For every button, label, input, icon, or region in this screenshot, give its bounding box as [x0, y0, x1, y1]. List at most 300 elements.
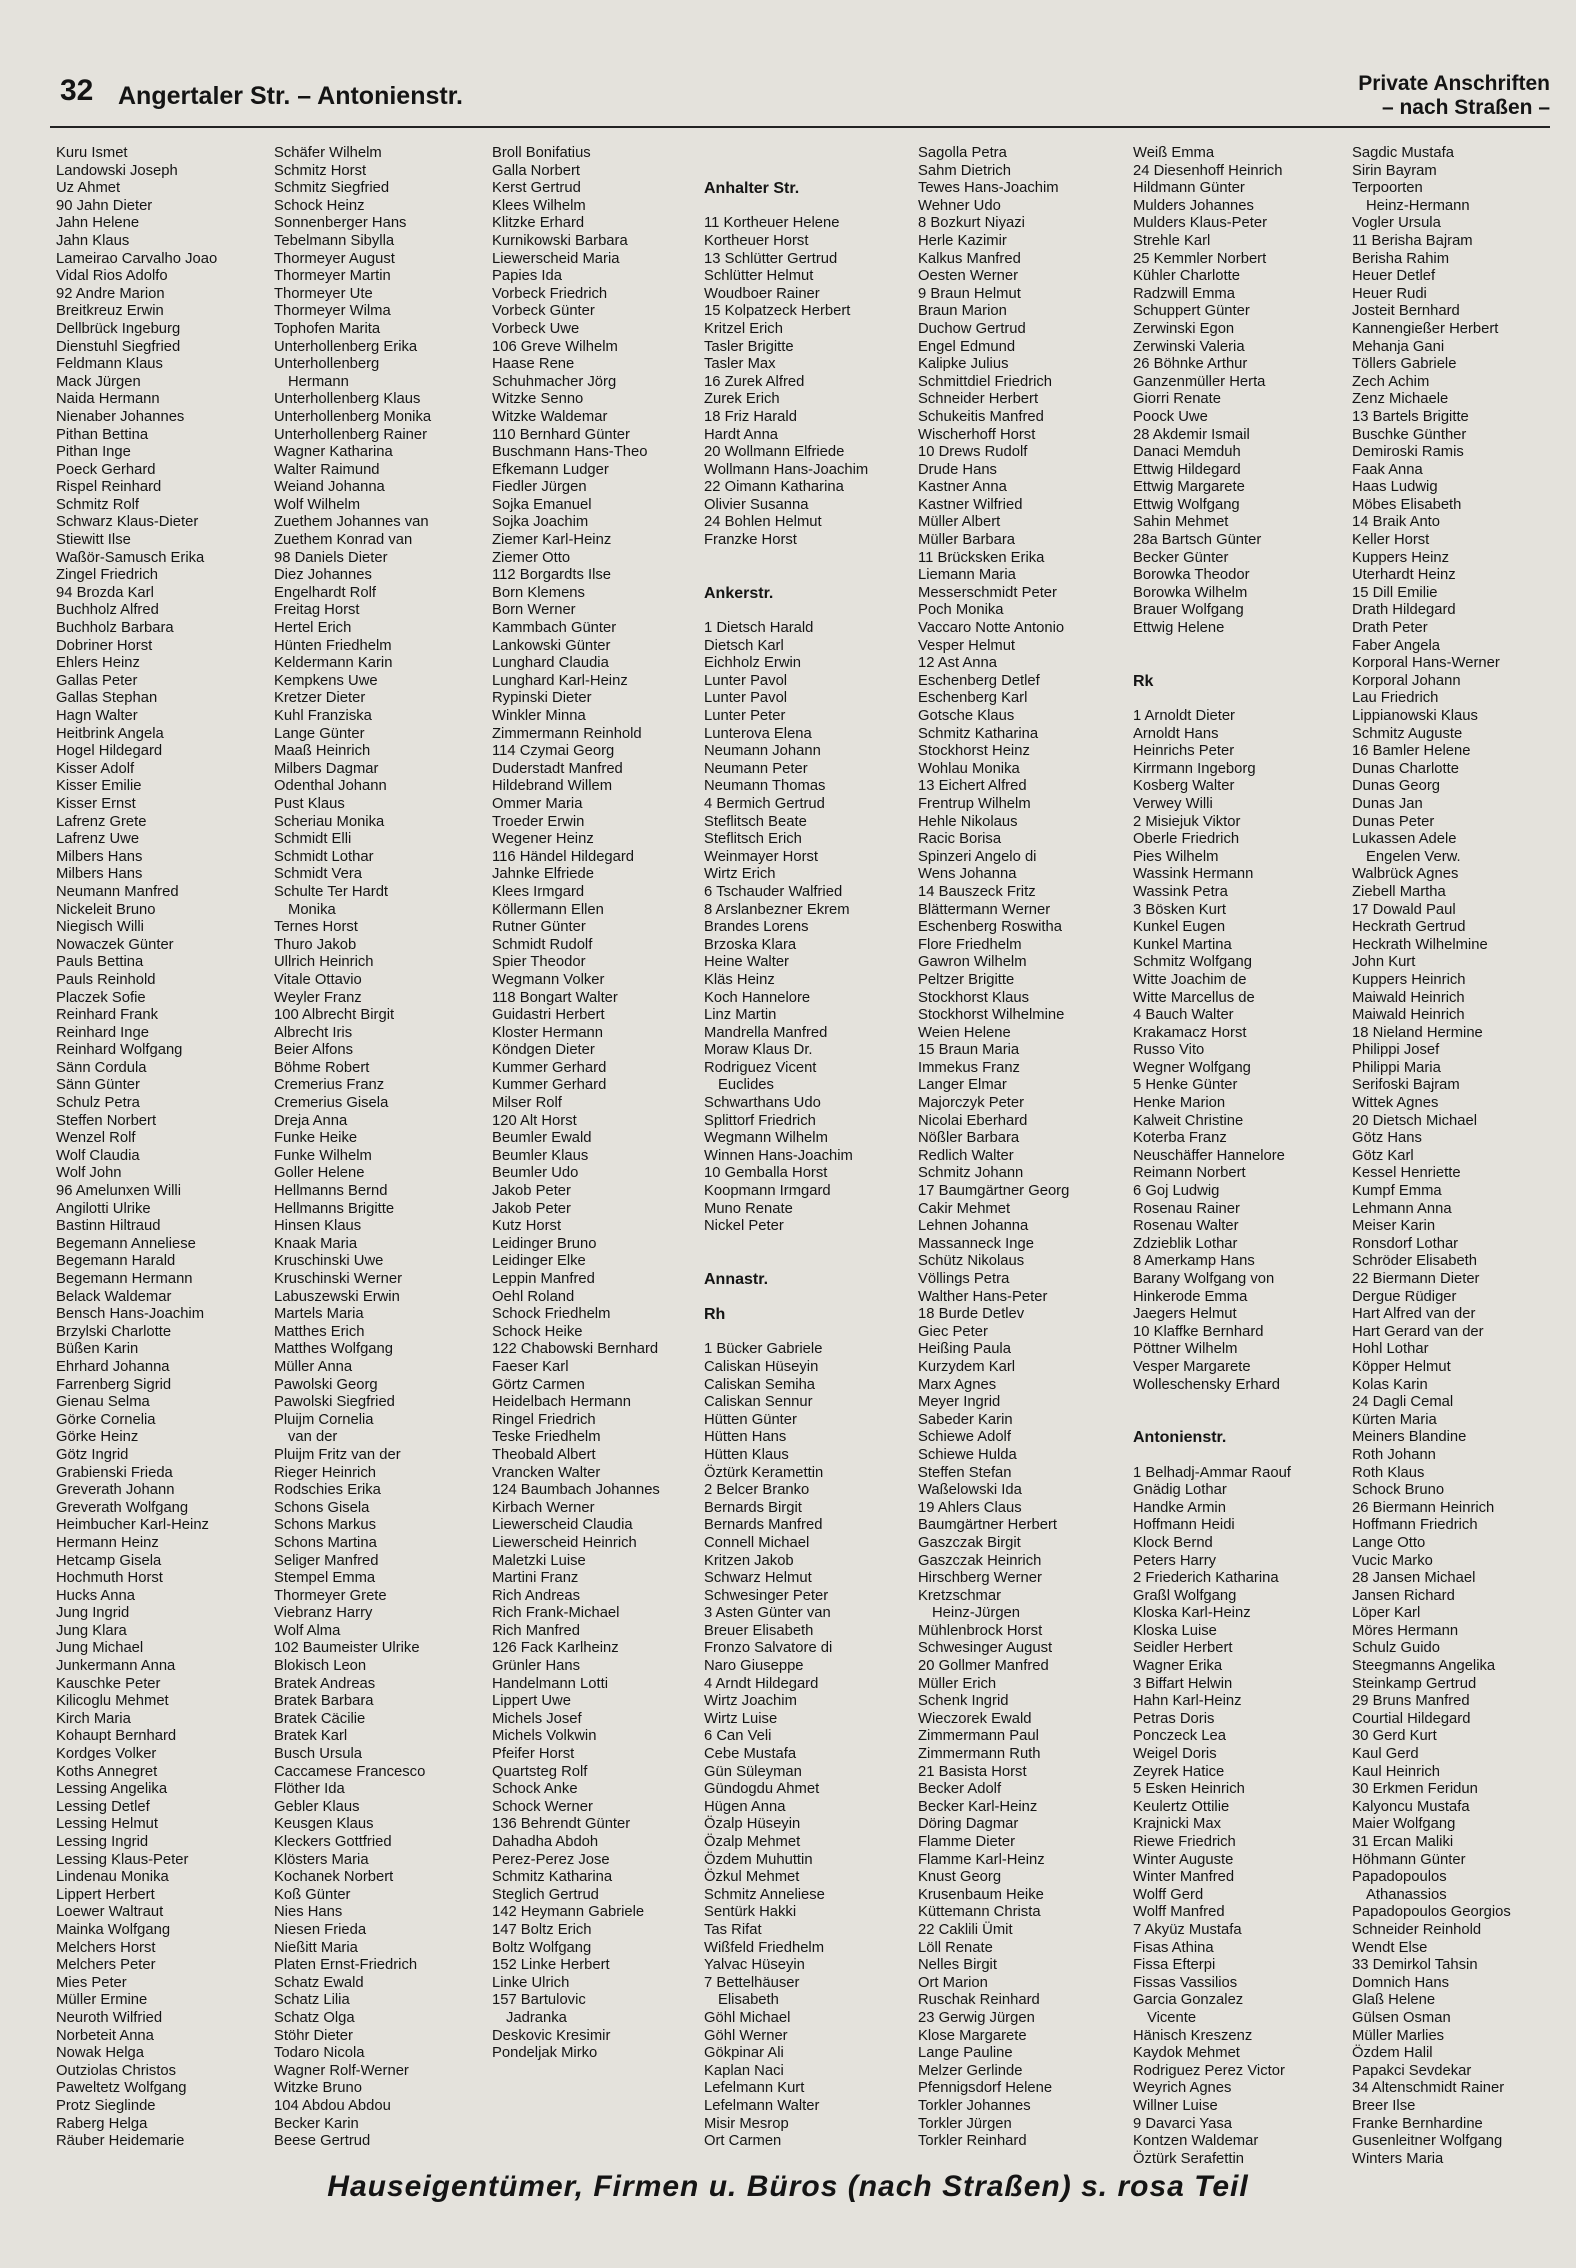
resident-entry: 26 Böhnke Arthur — [1133, 356, 1248, 373]
resident-entry: John Kurt — [1352, 954, 1416, 971]
resident-entry: Ort Carmen — [704, 2133, 782, 2150]
resident-entry: 26 Biermann Heinrich — [1352, 1499, 1495, 1516]
resident-entry: 7 Akyüz Mustafa — [1133, 1921, 1242, 1938]
resident-entry: Ettwig Margarete — [1133, 479, 1245, 496]
resident-entry: Massanneck Inge — [918, 1235, 1034, 1252]
resident-entry: Dunas Georg — [1352, 778, 1441, 795]
resident-entry: Mainka Wolfgang — [56, 1921, 171, 1938]
resident-entry: Kilicoglu Mehmet — [56, 1693, 169, 1710]
resident-entry: Jakob Peter — [492, 1183, 571, 1200]
resident-entry: Kordges Volker — [56, 1746, 157, 1763]
resident-entry: Ziemer Karl-Heinz — [492, 532, 612, 549]
resident-entry: Göhl Werner — [704, 2027, 788, 2044]
resident-entry: Görtz Carmen — [492, 1376, 585, 1393]
resident-entry: Lunter Pavol — [704, 672, 788, 689]
resident-entry: Lange Otto — [1352, 1534, 1426, 1551]
resident-entry: Unterhollenberg — [274, 356, 380, 373]
resident-entry: Heimbucher Karl-Heinz — [56, 1517, 209, 1534]
resident-entry: Buchholz Barbara — [56, 620, 174, 637]
resident-entry: Schwesinger August — [918, 1640, 1053, 1657]
page-title: Angertaler Str. – Antonienstr. — [118, 82, 463, 110]
resident-entry: Immekus Franz — [918, 1059, 1020, 1076]
resident-entry: Olivier Susanna — [704, 496, 809, 513]
resident-entry: Hahn Karl-Heinz — [1133, 1693, 1242, 1710]
resident-entry: Kisser Emilie — [56, 778, 142, 795]
resident-entry: Wolff Manfred — [1133, 1904, 1225, 1921]
resident-entry: 8 Arslanbezner Ekrem — [704, 901, 850, 918]
resident-entry: 18 Friz Harald — [704, 408, 797, 425]
resident-entry: Lehnen Johanna — [918, 1218, 1029, 1235]
street-heading: Ankerstr. — [704, 584, 774, 602]
resident-entry: Schmitz Horst — [274, 162, 367, 179]
resident-entry: 33 Demirkol Tahsin — [1352, 1957, 1478, 1974]
resident-entry: Galla Norbert — [492, 162, 580, 179]
resident-entry: Braun Marion — [918, 303, 1007, 320]
resident-entry: Steinkamp Gertrud — [1352, 1675, 1477, 1692]
resident-entry: Graßl Wolfgang — [1133, 1587, 1237, 1604]
resident-entry: Papies Ida — [492, 268, 562, 285]
resident-entry: Wolf John — [56, 1165, 122, 1182]
resident-entry: Wegner Wolfgang — [1133, 1059, 1251, 1076]
resident-entry: Franzke Horst — [704, 532, 797, 549]
resident-entry: Stempel Emma — [274, 1570, 376, 1587]
resident-entry: 2 Belcer Branko — [704, 1482, 810, 1499]
resident-entry: Schulz Petra — [56, 1095, 140, 1112]
resident-entry: 10 Gemballa Horst — [704, 1165, 828, 1182]
resident-entry: Haas Ludwig — [1352, 479, 1438, 496]
resident-entry: Koopmann Irmgard — [704, 1183, 831, 1200]
resident-entry: 13 Schlütter Gertrud — [704, 250, 838, 267]
resident-entry: Handke Armin — [1133, 1499, 1226, 1516]
resident-entry: Matthes Wolfgang — [274, 1341, 393, 1358]
spacer — [704, 550, 919, 568]
resident-entry: Dunas Peter — [1352, 813, 1435, 830]
resident-entry: Oberle Friedrich — [1133, 831, 1240, 848]
resident-entry: Poch Monika — [918, 602, 1004, 619]
resident-entry: Schatz Ewald — [274, 1974, 364, 1991]
resident-entry: Flöther Ida — [274, 1781, 345, 1798]
resident-entry: Keller Horst — [1352, 532, 1430, 549]
resident-entry: Zerwinski Valeria — [1133, 338, 1245, 355]
resident-entry: Hütten Klaus — [704, 1446, 789, 1463]
resident-entry: Özalp Hüseyin — [704, 1816, 801, 1833]
resident-entry: Steflitsch Erich — [704, 831, 802, 848]
resident-entry: Blokisch Leon — [274, 1658, 367, 1675]
resident-entry: Schock Werner — [492, 1798, 593, 1815]
resident-entry: Steffen Stefan — [918, 1464, 1012, 1481]
resident-entry: Radzwill Emma — [1133, 285, 1235, 302]
resident-entry: Görke Heinz — [56, 1429, 139, 1446]
resident-entry: Giorri Renate — [1133, 391, 1221, 408]
resident-entry: Bratek Karl — [274, 1728, 348, 1745]
resident-entry: Wegener Heinz — [492, 831, 594, 848]
resident-entry: Klock Bernd — [1133, 1534, 1213, 1551]
resident-entry: Mehanja Gani — [1352, 338, 1445, 355]
resident-entry: Linz Martin — [704, 1007, 777, 1024]
resident-entry: Hirschberg Werner — [918, 1570, 1042, 1587]
resident-entry: Keusgen Klaus — [274, 1816, 374, 1833]
resident-entry: Becker Karl-Heinz — [918, 1798, 1038, 1815]
resident-entry: Liewerscheid Claudia — [492, 1517, 633, 1534]
resident-entry: Nowak Helga — [56, 2045, 145, 2062]
resident-entry: Kunkel Martina — [1133, 936, 1232, 953]
resident-entry: Özkul Mehmet — [704, 1869, 800, 1886]
resident-entry: Seliger Manfred — [274, 1552, 379, 1569]
resident-entry: Winters Maria — [1352, 2150, 1444, 2167]
resident-entry: Uterhardt Heinz — [1352, 567, 1456, 584]
resident-entry: Witte Marcellus de — [1133, 989, 1255, 1006]
resident-entry: Courtial Hildegard — [1352, 1710, 1471, 1727]
resident-entry: Klösters Maria — [274, 1851, 369, 1868]
resident-entry: Ehlers Heinz — [56, 655, 140, 672]
resident-entry: Belack Waldemar — [56, 1288, 172, 1305]
resident-entry: Wassink Petra — [1133, 883, 1228, 900]
resident-entry: Frentrup Wilhelm — [918, 795, 1031, 812]
resident-entry: Hinkerode Emma — [1133, 1288, 1248, 1305]
resident-entry: Goller Helene — [274, 1165, 365, 1182]
resident-entry: Bratek Barbara — [274, 1693, 374, 1710]
resident-entry: Wirtz Joachim — [704, 1693, 797, 1710]
resident-entry: Waßör-Samusch Erika — [56, 549, 205, 566]
resident-entry: Kühler Charlotte — [1133, 268, 1240, 285]
resident-entry: Melzer Gerlinde — [918, 2062, 1023, 2079]
resident-entry: 136 Behrendt Günter — [492, 1816, 631, 1833]
resident-entry: Kortheuer Horst — [704, 232, 809, 249]
resident-entry: Henke Marion — [1133, 1095, 1226, 1112]
resident-entry: Teske Friedhelm — [492, 1429, 601, 1446]
resident-entry: Rosenau Walter — [1133, 1218, 1239, 1235]
resident-entry: Kastner Anna — [918, 479, 1007, 496]
resident-entry: Büßen Karin — [56, 1341, 139, 1358]
resident-entry: Hogel Hildegard — [56, 743, 163, 760]
resident-entry: Zurek Erich — [704, 391, 780, 408]
resident-entry: Hildmann Günter — [1133, 180, 1245, 197]
resident-entry: Kaplan Naci — [704, 2062, 784, 2079]
resident-entry: 114 Czymai Georg — [492, 743, 615, 760]
resident-entry: 17 Dowald Paul — [1352, 901, 1456, 918]
resident-entry: Lessing Helmut — [56, 1816, 158, 1833]
resident-entry: Platen Ernst-Friedrich — [274, 1957, 418, 1974]
resident-entry: Mulders Johannes — [1133, 197, 1254, 214]
resident-entry: 11 Brücksken Erika — [918, 549, 1045, 566]
resident-entry: Ringel Friedrich — [492, 1411, 596, 1428]
resident-entry: Diez Johannes — [274, 567, 372, 584]
resident-entry: 142 Heymann Gabriele — [492, 1904, 645, 1921]
resident-entry: Messerschmidt Peter — [918, 584, 1057, 601]
resident-entry: Vorbeck Friedrich — [492, 285, 608, 302]
resident-entry: Unterhollenberg Rainer — [274, 426, 427, 443]
resident-entry: Borowka Wilhelm — [1133, 584, 1248, 601]
resident-entry: Kohaupt Bernhard — [56, 1728, 177, 1745]
resident-entry: Hermann Heinz — [56, 1534, 159, 1551]
resident-entry: Busch Ursula — [274, 1746, 362, 1763]
resident-entry: Theobald Albert — [492, 1446, 596, 1463]
resident-entry: Wehner Udo — [918, 197, 1001, 214]
resident-entry: 10 Klaffke Bernhard — [1133, 1323, 1264, 1340]
resident-entry: 22 Biermann Dieter — [1352, 1271, 1480, 1287]
resident-entry: Uz Ahmet — [56, 180, 121, 197]
resident-entry: Torkler Johannes — [918, 2097, 1031, 2114]
resident-entry: Blättermann Werner — [918, 901, 1051, 918]
resident-entry: Schock Anke — [492, 1781, 578, 1798]
resident-entry: Kalipke Julius — [918, 356, 1009, 373]
resident-entry: Hucks Anna — [56, 1587, 135, 1604]
resident-entry: Nießitt Maria — [274, 1939, 358, 1956]
resident-entry: Dergue Rüdiger — [1352, 1288, 1457, 1305]
resident-entry: Schmidt Rudolf — [492, 936, 593, 953]
resident-entry: Ettwig Helene — [1133, 620, 1225, 637]
resident-entry: Dunas Jan — [1352, 795, 1423, 812]
resident-entry: 19 Ahlers Claus — [918, 1499, 1022, 1516]
resident-entry: Lessing Ingrid — [56, 1834, 149, 1850]
resident-entry: Labuszewski Erwin — [274, 1288, 400, 1305]
resident-entry: 11 Berisha Bajram — [1352, 232, 1473, 249]
resident-entry: Wolf Wilhelm — [274, 496, 361, 513]
resident-entry: Hünten Friedhelm — [274, 637, 392, 654]
resident-entry: 116 Händel Hildegard — [492, 848, 635, 865]
resident-entry: Beumler Klaus — [492, 1147, 589, 1164]
resident-entry: Odenthal Johann — [274, 778, 387, 795]
resident-entry: Mulders Klaus-Peter — [1133, 215, 1268, 232]
resident-entry: 98 Daniels Dieter — [274, 549, 388, 566]
resident-entry: Stiewitt Ilse — [56, 532, 131, 549]
resident-entry: Bastinn Hiltraud — [56, 1218, 161, 1235]
resident-entry: Töllers Gabriele — [1352, 356, 1457, 373]
resident-entry: Koths Annegret — [56, 1763, 158, 1780]
resident-entry: 12 Ast Anna — [918, 655, 997, 672]
resident-entry: 13 Eichert Alfred — [918, 778, 1027, 795]
resident-entry: Pies Wilhelm — [1133, 848, 1219, 865]
resident-entry: Völlings Petra — [918, 1271, 1010, 1287]
resident-entry: Pluijm Cornelia — [274, 1411, 374, 1428]
resident-entry: Oehl Roland — [492, 1288, 575, 1305]
resident-entry: Müller Ermine — [56, 1992, 148, 2009]
resident-entry: Kirrmann Ingeborg — [1133, 760, 1256, 777]
resident-entry: Gebler Klaus — [274, 1798, 360, 1815]
resident-entry: Pöttner Wilhelm — [1133, 1341, 1238, 1358]
resident-entry: 30 Gerd Kurt — [1352, 1728, 1437, 1745]
resident-entry: Hohl Lothar — [1352, 1341, 1429, 1358]
resident-entry: Papadopoulos Georgios — [1352, 1904, 1511, 1921]
resident-entry: Krajnicki Max — [1133, 1816, 1221, 1833]
resident-entry: Lessing Detlef — [56, 1798, 150, 1815]
resident-entry: Spier Theodor — [492, 954, 586, 971]
resident-entry: 104 Abdou Abdou — [274, 2097, 391, 2114]
resident-entry: Paweltetz Wolfgang — [56, 2080, 187, 2097]
resident-entry: Schröder Elisabeth — [1352, 1253, 1478, 1270]
resident-entry: 6 Can Veli — [704, 1728, 772, 1745]
resident-entry: Leidinger Bruno — [492, 1235, 597, 1252]
resident-entry: Zuethem Konrad van — [274, 532, 413, 549]
resident-entry: Niegisch Willi — [56, 919, 144, 936]
resident-entry: Freitag Horst — [274, 602, 360, 619]
resident-entry: Meyer Ingrid — [918, 1394, 1001, 1411]
resident-entry: Duchow Gertrud — [918, 320, 1026, 337]
resident-entry: Pfennigsdorf Helene — [918, 2080, 1053, 2097]
resident-entry: 24 Diesenhoff Heinrich — [1133, 162, 1283, 179]
resident-entry: Loewer Waltraut — [56, 1904, 164, 1921]
resident-entry: Caliskan Sennur — [704, 1394, 813, 1411]
resident-entry: Roth Johann — [1352, 1446, 1436, 1463]
resident-entry: Wohlau Monika — [918, 760, 1020, 777]
resident-entry: Jahn Helene — [56, 215, 140, 232]
resident-entry: Sabeder Karin — [918, 1411, 1013, 1428]
resident-entry: Ronsdorf Lothar — [1352, 1235, 1459, 1252]
resident-entry: Kumpf Emma — [1352, 1183, 1442, 1200]
resident-entry: Schneider Herbert — [918, 391, 1039, 408]
resident-entry: Borowka Theodor — [1133, 567, 1250, 584]
resident-entry: Lunghard Karl-Heinz — [492, 672, 628, 689]
resident-entry: Rich Frank-Michael — [492, 1605, 620, 1622]
resident-entry: Troeder Erwin — [492, 813, 585, 830]
resident-entry: Mühlenbrock Horst — [918, 1622, 1043, 1639]
resident-entry: Angilotti Ulrike — [56, 1200, 151, 1217]
spacer — [1133, 638, 1353, 656]
resident-entry: Lefelmann Kurt — [704, 2080, 805, 2097]
resident-entry: Krakamacz Horst — [1133, 1024, 1247, 1041]
resident-entry: Drude Hans — [918, 461, 997, 478]
resident-entry: Sagdic Mustafa — [1352, 145, 1454, 161]
resident-entry: 14 Braik Anto — [1352, 514, 1441, 531]
resident-entry: 96 Amelunxen Willi — [56, 1183, 182, 1200]
resident-entry: Thormeyer Grete — [274, 1587, 387, 1604]
resident-entry: Özdem Halil — [1352, 2045, 1433, 2062]
resident-entry: Torkler Jürgen — [918, 2115, 1012, 2132]
resident-entry: Müller Anna — [274, 1358, 353, 1375]
resident-entry: Stockhorst Klaus — [918, 989, 1030, 1006]
resident-entry: Küttemann Christa — [918, 1904, 1041, 1921]
resident-entry: Kontzen Waldemar — [1133, 2133, 1259, 2150]
resident-entry: Heckrath Wilhelmine — [1352, 936, 1488, 953]
resident-entry: Hänisch Kreszenz — [1133, 2027, 1253, 2044]
resident-entry: Pawolski Georg — [274, 1376, 378, 1393]
resident-entry: Tophofen Marita — [274, 320, 381, 337]
resident-entry: Heinrichs Peter — [1133, 743, 1235, 760]
resident-entry: 22 Caklili Ümit — [918, 1921, 1013, 1938]
resident-entry: Wegmann Volker — [492, 971, 605, 988]
resident-entry: Kloska Luise — [1133, 1622, 1217, 1639]
resident-entry: 124 Baumbach Johannes — [492, 1482, 660, 1499]
resident-entry: Sänn Günter — [56, 1077, 140, 1094]
resident-entry: Winter Auguste — [1133, 1851, 1234, 1868]
resident-entry: Höhmann Günter — [1352, 1851, 1466, 1868]
resident-entry: Weigel Doris — [1133, 1746, 1217, 1763]
resident-entry: Fissa Efterpi — [1133, 1957, 1216, 1974]
resident-entry: 9 Braun Helmut — [918, 285, 1021, 302]
resident-entry: Nicolai Eberhard — [918, 1112, 1028, 1129]
street-heading: Anhalter Str. — [704, 180, 800, 198]
resident-entry: Kurzydem Karl — [918, 1358, 1016, 1375]
resident-entry: 1 Arnoldt Dieter — [1133, 708, 1235, 724]
resident-entry: Lefelmann Walter — [704, 2097, 820, 2114]
resident-entry: Hardt Anna — [704, 426, 779, 443]
resident-entry: Buschmann Hans-Theo — [492, 444, 648, 461]
resident-entry: 4 Bauch Walter — [1133, 1007, 1234, 1024]
resident-entry: Schmidt Vera — [274, 866, 363, 883]
resident-entry: Woudboer Rainer — [704, 285, 820, 302]
resident-entry: Gökpinar Ali — [704, 2045, 784, 2062]
resident-entry: Beumler Udo — [492, 1165, 579, 1182]
resident-entry: Flamme Karl-Heinz — [918, 1851, 1045, 1868]
resident-entry: Unterhollenberg Klaus — [274, 391, 421, 408]
resident-entry: Kuhl Franziska — [274, 708, 372, 724]
resident-entry: 18 Nieland Hermine — [1352, 1024, 1483, 1041]
resident-entry: Flamme Dieter — [918, 1834, 1016, 1850]
resident-entry: Lafrenz Grete — [56, 813, 147, 830]
resident-entry: Jung Ingrid — [56, 1605, 130, 1622]
resident-entry: Kessel Henriette — [1352, 1165, 1461, 1182]
page-number: 32 — [60, 74, 94, 107]
resident-entry: Eschenberg Karl — [918, 690, 1028, 707]
resident-entry: Hetcamp Gisela — [56, 1552, 162, 1569]
resident-entry: Thormeyer August — [274, 250, 395, 267]
page-header — [50, 62, 1550, 128]
resident-entry: Lange Pauline — [918, 2045, 1013, 2062]
resident-entry: Kaul Heinrich — [1352, 1763, 1441, 1780]
resident-entry: Neumann Johann — [704, 743, 821, 760]
resident-entry: Kirbach Werner — [492, 1499, 595, 1516]
resident-entry: Bernards Birgit — [704, 1499, 802, 1516]
resident-entry: Götz Ingrid — [56, 1446, 129, 1463]
resident-entry: 16 Bamler Helene — [1352, 743, 1471, 760]
resident-entry: Weinmayer Horst — [704, 848, 819, 865]
resident-entry: Hinsen Klaus — [274, 1218, 362, 1235]
resident-entry: Ganzenmüller Herta — [1133, 373, 1266, 390]
resident-entry: Reimann Norbert — [1133, 1165, 1246, 1182]
resident-entry: Waßelowski Ida — [918, 1482, 1022, 1499]
resident-entry: Maier Wolfgang — [1352, 1816, 1456, 1833]
resident-entry: 31 Ercan Maliki — [1352, 1834, 1454, 1850]
resident-entry: Herle Kazimir — [918, 232, 1007, 249]
resident-entry: Torkler Reinhard — [918, 2133, 1027, 2150]
resident-entry: Heuer Detlef — [1352, 268, 1436, 285]
resident-entry: Lunter Peter — [704, 708, 786, 724]
resident-entry: Neumann Manfred — [56, 883, 179, 900]
resident-entry: Hagn Walter — [56, 708, 138, 724]
resident-entry: Thormeyer Ute — [274, 285, 373, 302]
resident-entry: Mandrella Manfred — [704, 1024, 828, 1041]
resident-entry: 118 Bongart Walter — [492, 989, 618, 1006]
resident-entry: Schulte Ter Hardt — [274, 883, 389, 900]
resident-entry: Kastner Wilfried — [918, 496, 1023, 513]
resident-entry: Redlich Walter — [918, 1147, 1014, 1164]
resident-entry: 4 Bermich Gertrud — [704, 795, 825, 812]
resident-entry: Kannengießer Herbert — [1352, 320, 1499, 337]
resident-entry: Zenz Michaele — [1352, 391, 1449, 408]
resident-entry: Gallas Stephan — [56, 690, 158, 707]
resident-entry: Eschenberg Detlef — [918, 672, 1040, 689]
resident-entry: Domnich Hans — [1352, 1974, 1450, 1991]
resident-entry: Michels Volkwin — [492, 1728, 597, 1745]
resident-entry: Wieczorek Ewald — [918, 1710, 1032, 1727]
resident-entry: Ettwig Wolfgang — [1133, 496, 1240, 513]
resident-entry: Drath Peter — [1352, 620, 1428, 637]
resident-entry: Rodriguez Vicent — [704, 1059, 817, 1076]
resident-entry: Hellmanns Bernd — [274, 1183, 388, 1200]
resident-entry: Weiß Emma — [1133, 145, 1215, 161]
resident-entry: Kisser Adolf — [56, 760, 135, 777]
resident-entry: Petras Doris — [1133, 1710, 1215, 1727]
resident-entry: Winnen Hans-Joachim — [704, 1147, 853, 1164]
resident-entry: Schmitz Katharina — [918, 725, 1039, 742]
resident-entry: Kruschinski Uwe — [274, 1253, 384, 1270]
spacer — [704, 198, 919, 216]
resident-entry: Fissas Vassilios — [1133, 1974, 1238, 1991]
resident-entry: Steglich Gertrud — [492, 1886, 599, 1903]
resident-entry: Muno Renate — [704, 1200, 793, 1217]
resident-entry: Köndgen Dieter — [492, 1042, 595, 1059]
resident-entry: Wolf Alma — [274, 1622, 341, 1639]
